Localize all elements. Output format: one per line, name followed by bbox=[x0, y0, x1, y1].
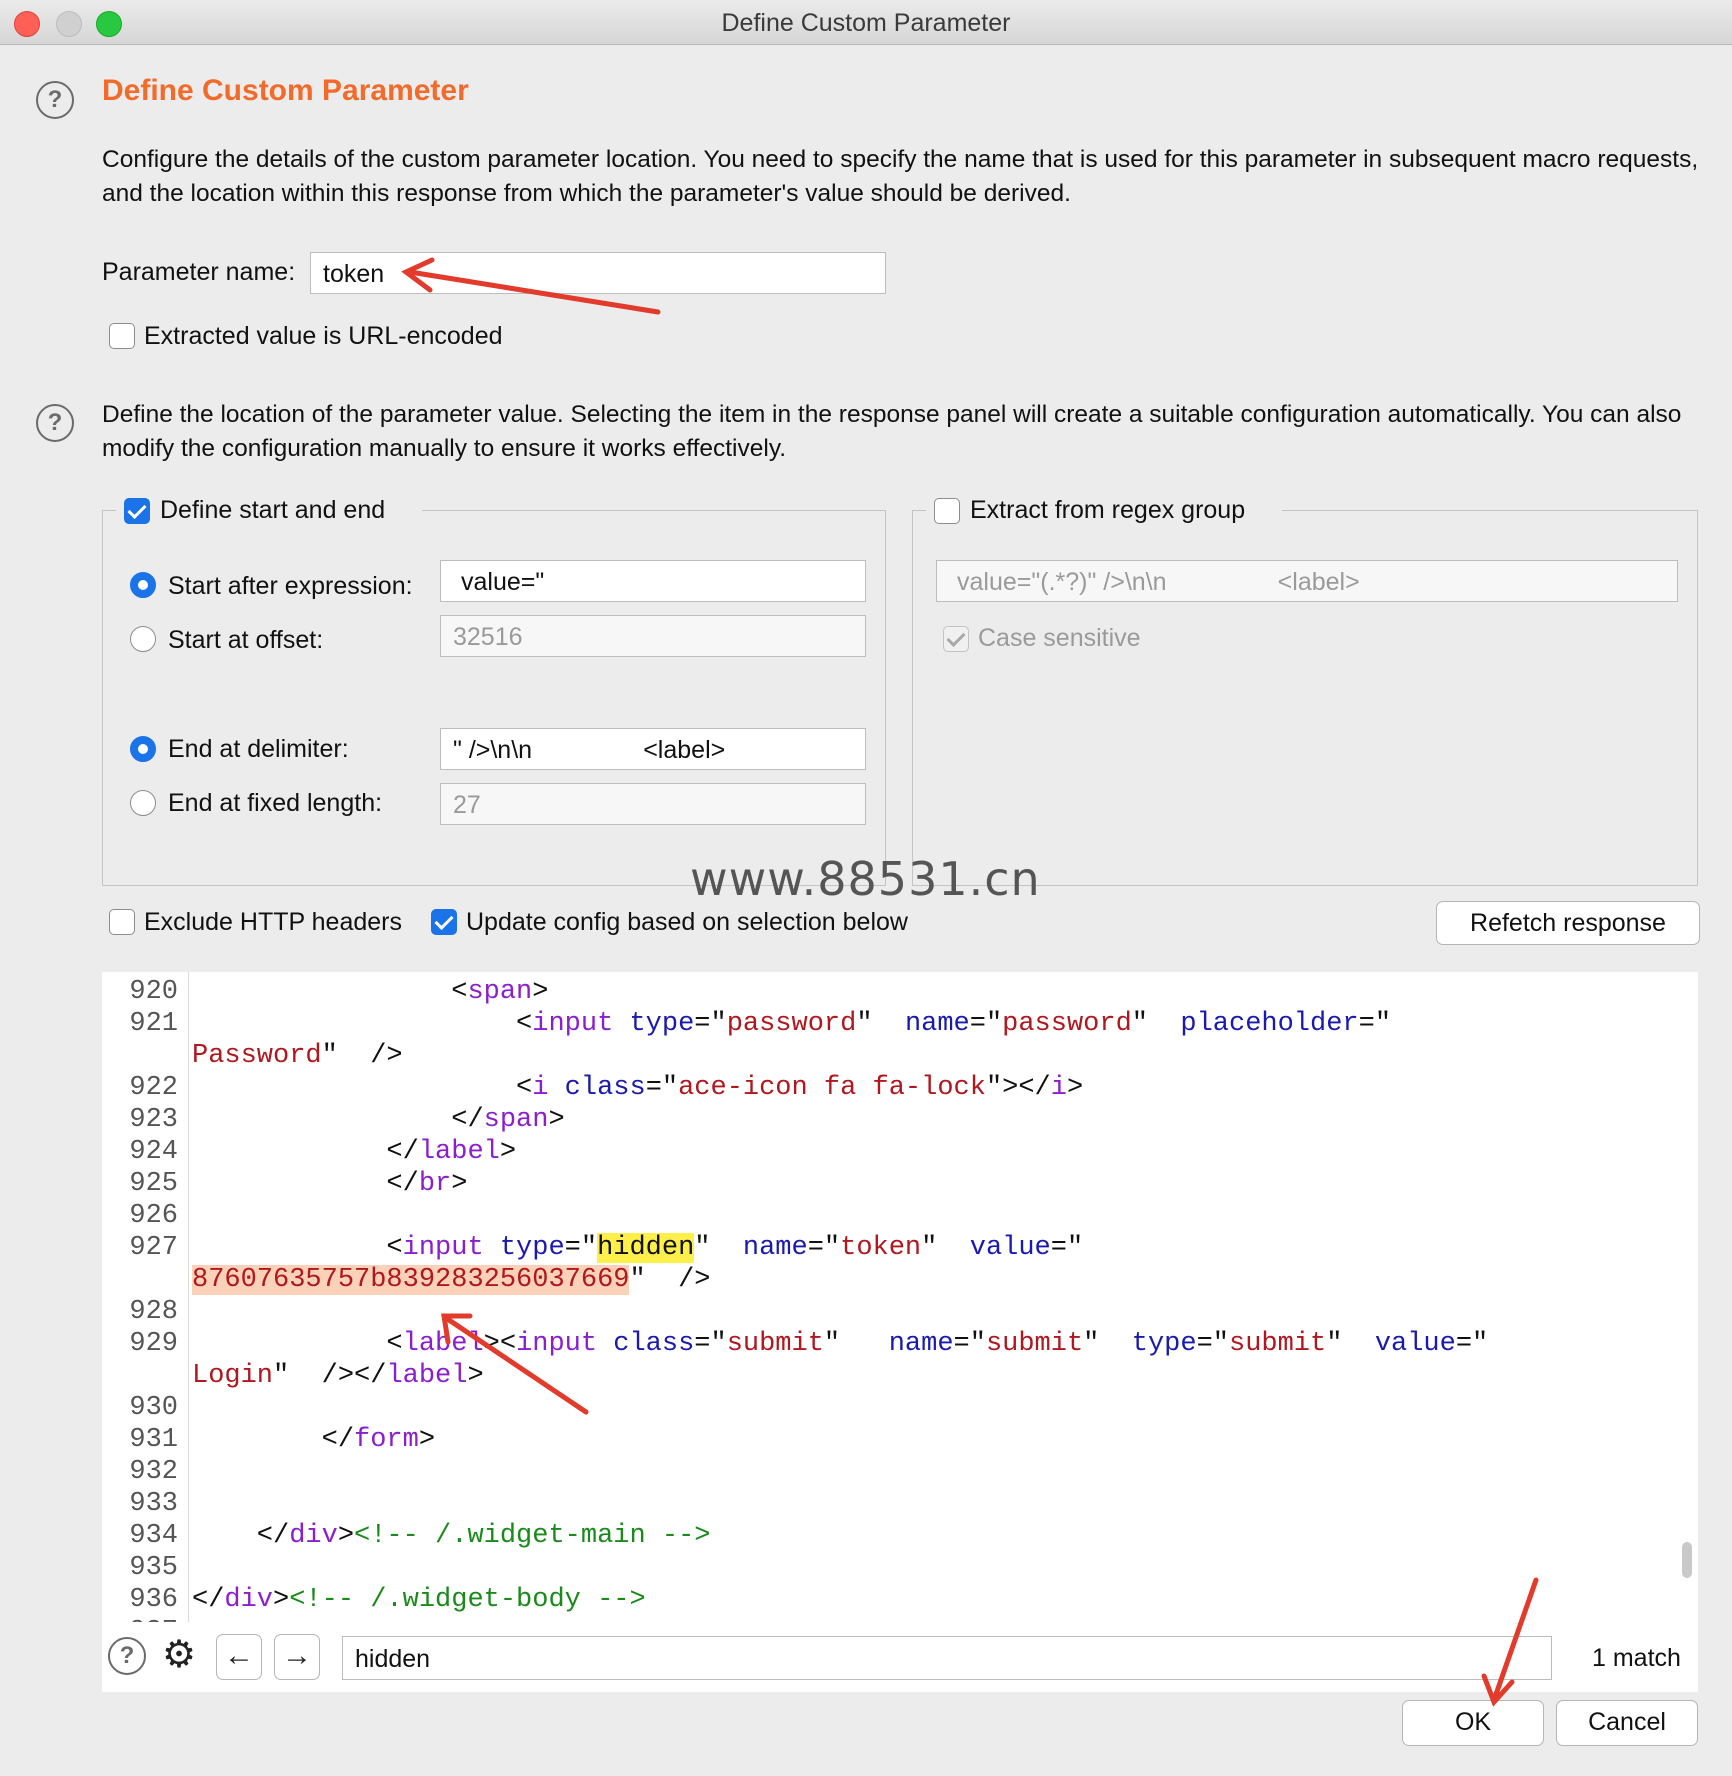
code-token: placeholder bbox=[1180, 1009, 1359, 1039]
code-line bbox=[192, 1424, 435, 1456]
code-token bbox=[548, 1073, 564, 1103]
line-number: 926 bbox=[129, 1201, 178, 1231]
start-after-expression-input[interactable]: value=" bbox=[440, 560, 866, 602]
code-token: =" bbox=[564, 1233, 598, 1263]
update-config-label: Update config based on selection below bbox=[466, 908, 908, 936]
code-line bbox=[192, 1104, 565, 1136]
code-token: " bbox=[856, 1009, 905, 1039]
define-start-end-label: Define start and end bbox=[160, 496, 386, 524]
code-token: </ bbox=[192, 1169, 419, 1199]
code-token: </ bbox=[192, 1425, 355, 1455]
code-token: label bbox=[386, 1361, 468, 1391]
code-token: password bbox=[726, 1009, 857, 1039]
gear-icon[interactable]: ⚙ bbox=[156, 1634, 202, 1680]
code-token: label bbox=[402, 1329, 484, 1359]
ok-button[interactable]: OK bbox=[1402, 1700, 1544, 1746]
code-token: </ bbox=[192, 1137, 419, 1167]
code-token: <!-- /.widget-main --> bbox=[354, 1521, 711, 1551]
intro-description: Configure the details of the custom parameter location. You need to specify the name that is used for this parameter in subsequent macro requests, and the location within this response from which the parameter's value should be derived. bbox=[102, 146, 1699, 207]
code-token: =" bbox=[969, 1009, 1003, 1039]
line-number: 930 bbox=[129, 1393, 178, 1423]
watermark-text: www.88531.cn bbox=[690, 852, 1041, 906]
code-token: > bbox=[467, 1361, 484, 1391]
exclude-http-headers-label: Exclude HTTP headers bbox=[144, 908, 402, 936]
case-sensitive-label: Case sensitive bbox=[978, 624, 1141, 652]
code-token: > bbox=[451, 1169, 468, 1199]
code-token: Password bbox=[192, 1041, 322, 1071]
code-token: name bbox=[904, 1009, 970, 1039]
code-token: "></ bbox=[985, 1073, 1051, 1103]
code-token: </ bbox=[192, 1585, 225, 1615]
code-token: type bbox=[499, 1233, 565, 1263]
code-token: type bbox=[1131, 1329, 1197, 1359]
cancel-button[interactable]: Cancel bbox=[1556, 1700, 1698, 1746]
code-line bbox=[192, 1584, 646, 1616]
code-token: password bbox=[1002, 1009, 1132, 1039]
code-token bbox=[613, 1009, 629, 1039]
code-token: </ bbox=[192, 1521, 290, 1551]
code-token: submit bbox=[1229, 1329, 1327, 1359]
code-line bbox=[192, 1168, 467, 1200]
code-token: " bbox=[823, 1329, 889, 1359]
code-token: " bbox=[921, 1233, 970, 1263]
line-number: 920 bbox=[129, 977, 178, 1007]
start-at-offset-radio[interactable] bbox=[130, 626, 156, 652]
parameter-name-label: Parameter name: bbox=[102, 258, 296, 286]
case-sensitive-checkbox[interactable] bbox=[943, 626, 969, 652]
code-token: =" bbox=[953, 1329, 986, 1359]
code-token: label bbox=[418, 1137, 500, 1167]
code-token: value bbox=[969, 1233, 1051, 1263]
parameter-name-input[interactable]: token bbox=[310, 252, 886, 294]
code-line bbox=[192, 1232, 1083, 1264]
code-token: value bbox=[1374, 1329, 1456, 1359]
code-token: =" bbox=[1196, 1329, 1229, 1359]
code-token: name bbox=[742, 1233, 808, 1263]
code-scrollbar[interactable] bbox=[1682, 1542, 1692, 1578]
code-token: " bbox=[1131, 1009, 1181, 1039]
line-number: 928 bbox=[129, 1297, 178, 1327]
code-token: < bbox=[192, 977, 468, 1007]
end-at-delimiter-radio[interactable] bbox=[130, 736, 156, 762]
start-end-legend bbox=[116, 494, 422, 528]
next-match-button[interactable] bbox=[274, 1634, 320, 1680]
extract-regex-label: Extract from regex group bbox=[970, 496, 1246, 524]
code-token: </ bbox=[192, 1105, 484, 1135]
code-line bbox=[192, 1072, 1083, 1104]
code-token bbox=[597, 1329, 613, 1359]
code-token: span bbox=[467, 977, 533, 1007]
line-number: 921 bbox=[129, 1009, 178, 1039]
code-token: =" bbox=[1455, 1329, 1489, 1359]
code-token: " /></ bbox=[273, 1361, 387, 1391]
code-token: form bbox=[354, 1425, 419, 1455]
code-token: br bbox=[418, 1169, 452, 1199]
code-token bbox=[484, 1233, 500, 1263]
code-token: =" bbox=[807, 1233, 841, 1263]
line-number: 925 bbox=[129, 1169, 178, 1199]
code-line bbox=[192, 1136, 516, 1168]
code-token: class bbox=[564, 1073, 646, 1103]
start-after-expression-radio[interactable] bbox=[130, 572, 156, 598]
code-token: " /> bbox=[321, 1041, 403, 1071]
code-token: > bbox=[499, 1137, 517, 1167]
define-start-end-checkbox[interactable] bbox=[124, 498, 150, 524]
line-number: 932 bbox=[129, 1457, 178, 1487]
location-description: Define the location of the parameter value. Selecting the item in the response panel will create a suitable configuration automatically. You can also modify the configuration manually to ensure it works effectively. bbox=[102, 401, 1682, 462]
line-number: 927 bbox=[129, 1233, 178, 1263]
code-token: > bbox=[1066, 1073, 1084, 1103]
line-number: 934 bbox=[129, 1521, 178, 1551]
extract-regex-checkbox[interactable] bbox=[934, 498, 960, 524]
code-token: < bbox=[192, 1009, 533, 1039]
code-token: < bbox=[192, 1329, 403, 1359]
response-code-viewer[interactable] bbox=[102, 972, 1698, 1622]
code-token: div bbox=[289, 1521, 338, 1551]
regex-legend bbox=[926, 494, 1282, 528]
page-title: Define Custom Parameter bbox=[102, 74, 469, 107]
code-token: i bbox=[532, 1073, 549, 1103]
line-number: 923 bbox=[129, 1105, 178, 1135]
code-token: input bbox=[402, 1233, 484, 1263]
match-count: 1 match bbox=[1592, 1644, 1681, 1672]
code-token: > bbox=[273, 1585, 290, 1615]
search-bar bbox=[102, 1622, 1698, 1692]
code-token: > bbox=[337, 1521, 355, 1551]
code-token: <!-- /.widget-body --> bbox=[289, 1585, 646, 1615]
start-at-offset-label: Start at offset: bbox=[168, 626, 324, 654]
code-token: =" bbox=[1358, 1009, 1392, 1039]
line-number: 936 bbox=[129, 1585, 178, 1615]
code-token: =" bbox=[1050, 1233, 1084, 1263]
code-token: input bbox=[516, 1329, 598, 1359]
code-token: input bbox=[532, 1009, 614, 1039]
window-title: Define Custom Parameter bbox=[721, 9, 1011, 37]
code-line bbox=[192, 1008, 1391, 1040]
refetch-response-button[interactable]: Refetch response bbox=[1436, 901, 1700, 945]
code-token: > bbox=[532, 977, 549, 1007]
end-at-fixed-length-label: End at fixed length: bbox=[168, 789, 383, 817]
code-line bbox=[192, 1040, 403, 1072]
regex-input[interactable]: value="(.*?)" />\n\n <label> bbox=[936, 560, 1678, 602]
code-token: " bbox=[694, 1233, 743, 1263]
update-config-checkbox[interactable] bbox=[431, 909, 457, 935]
code-token: >< bbox=[483, 1329, 517, 1359]
start-at-offset-input[interactable]: 32516 bbox=[440, 615, 866, 657]
code-token: i bbox=[1050, 1073, 1067, 1103]
code-token: < bbox=[192, 1073, 533, 1103]
code-token: class bbox=[613, 1329, 695, 1359]
code-token: > bbox=[418, 1425, 436, 1455]
exclude-http-headers-checkbox[interactable] bbox=[109, 909, 135, 935]
code-line bbox=[192, 1360, 484, 1392]
code-line bbox=[192, 1328, 1488, 1360]
code-token: " bbox=[1326, 1329, 1375, 1359]
line-number bbox=[102, 1264, 178, 1296]
help-icon[interactable]: ? bbox=[36, 81, 74, 119]
url-encoded-label: Extracted value is URL-encoded bbox=[144, 322, 503, 350]
search-input[interactable]: hidden bbox=[342, 1636, 1552, 1680]
end-at-delimiter-label: End at delimiter: bbox=[168, 735, 349, 763]
code-token: ace-icon fa fa-lock bbox=[678, 1073, 986, 1103]
line-number: 922 bbox=[129, 1073, 178, 1103]
line-number: 931 bbox=[129, 1425, 178, 1455]
arrow-left-icon: ← bbox=[224, 1639, 254, 1672]
arrow-right-icon: → bbox=[282, 1639, 312, 1672]
line-number: 933 bbox=[129, 1489, 178, 1519]
start-after-expression-label: Start after expression: bbox=[168, 572, 413, 600]
code-token: =" bbox=[694, 1329, 727, 1359]
code-token: token bbox=[840, 1233, 922, 1263]
code-token: submit bbox=[726, 1329, 824, 1359]
end-at-fixed-length-input[interactable]: 27 bbox=[440, 783, 866, 825]
line-number: 924 bbox=[129, 1137, 178, 1167]
code-token: hidden bbox=[597, 1233, 695, 1263]
code-token: =" bbox=[645, 1073, 679, 1103]
end-at-delimiter-input[interactable]: " />\n\n <label> bbox=[440, 728, 866, 770]
line-number bbox=[102, 1040, 178, 1072]
code-token: 87607635757b839283256037669 bbox=[192, 1265, 630, 1295]
line-number bbox=[102, 1360, 178, 1392]
end-at-fixed-length-radio[interactable] bbox=[130, 790, 156, 816]
code-token: " bbox=[1083, 1329, 1132, 1359]
code-line bbox=[192, 1520, 711, 1552]
line-number: 929 bbox=[129, 1329, 178, 1359]
code-token: submit bbox=[985, 1329, 1084, 1359]
code-token: < bbox=[192, 1233, 403, 1263]
url-encoded-checkbox[interactable] bbox=[109, 323, 135, 349]
code-line bbox=[192, 1264, 711, 1296]
help-icon[interactable]: ? bbox=[36, 404, 74, 442]
title-bar bbox=[0, 0, 1732, 45]
code-token: span bbox=[483, 1105, 549, 1135]
code-token: =" bbox=[694, 1009, 727, 1039]
previous-match-button[interactable] bbox=[216, 1634, 262, 1680]
code-token: > bbox=[548, 1105, 565, 1135]
code-token: name bbox=[888, 1329, 954, 1359]
code-token: " /> bbox=[629, 1265, 711, 1295]
code-token: div bbox=[224, 1585, 274, 1615]
help-icon[interactable]: ? bbox=[108, 1637, 146, 1675]
code-line bbox=[192, 976, 548, 1008]
code-token: type bbox=[629, 1009, 695, 1039]
code-token: Login bbox=[192, 1361, 274, 1391]
line-number: 935 bbox=[129, 1553, 178, 1583]
